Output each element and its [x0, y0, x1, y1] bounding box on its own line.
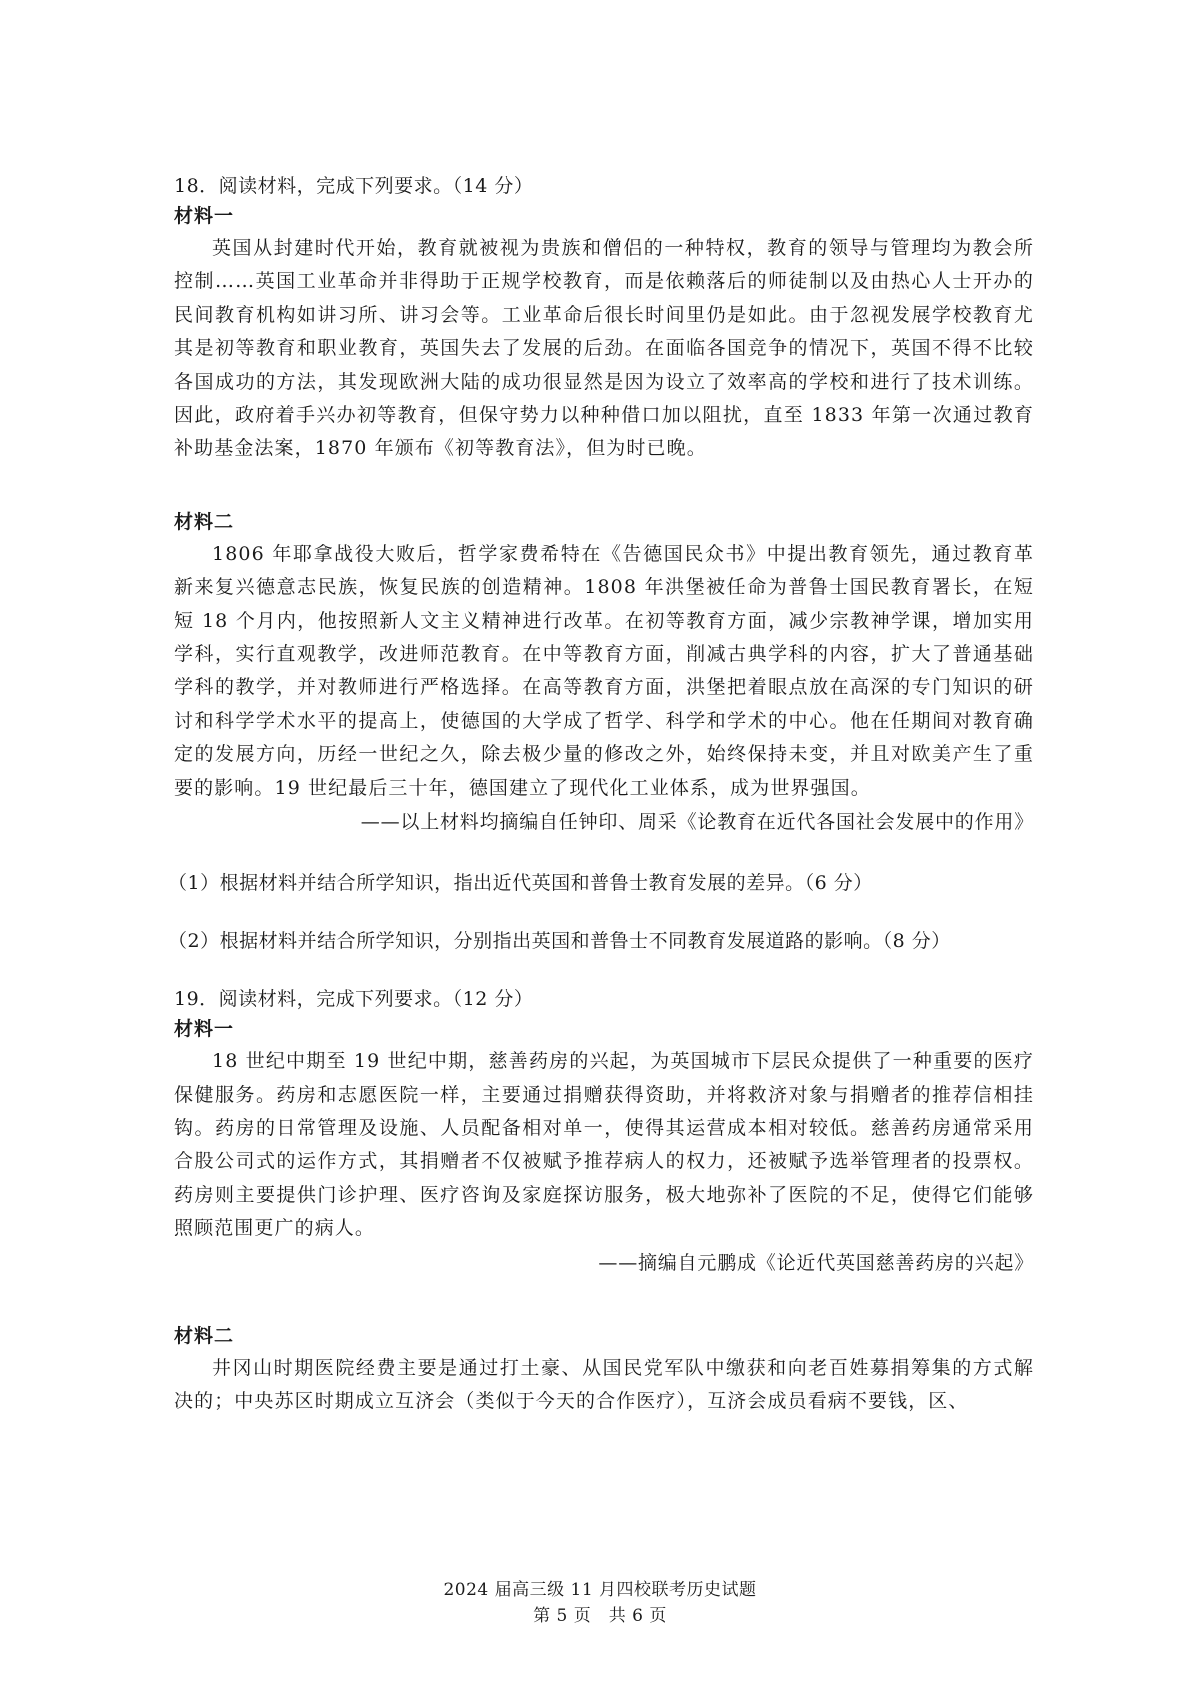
q19-material-2-text: 井冈山时期医院经费主要是通过打土豪、从国民党军队中缴获和向老百姓募捐筹集的方式解决的；中央苏区时期成立互济会（类似于今天的合作医疗），互济会成员看病不要钱，区、: [174, 1356, 1034, 1412]
footer-page-number: 第 5 页 共 6 页: [533, 1606, 667, 1626]
page-content: [168, 172, 1034, 1418]
q18-material-1-text: 英国从封建时代开始，教育就被视为贵族和僧侣的一种特权，教育的领导与管理均为教会所控制……英国工业革命并非得助于正规学校教育，而是依赖落后的师徒制以及由热心人士开办的民间教育机构如讲习所、讲习会等。工业革命后很长时间里仍是如此。由于忽视发展学校教育尤其是初等教育和职业教育，英国失去了发展的后劲。在面临各国竞争的情况下，英国不得不比较各国成功的方法，其发现欧洲大陆的成功很显然是因为设立了效率高的学校和进行了技术训练。因此，政府着手兴办初等教育，但保守势力以种种借口加以阻扰，直至 1833 年第一次通过教育补助基金法案，1870 年颁布《初等教育法》，但为时已晚。: [174, 237, 1034, 460]
q18-sub-question-1: （1）根据材料并结合所学知识，指出近代英国和普鲁士教育发展的差异。（6 分）: [168, 872, 873, 895]
q18-material-1-label: 材料一: [174, 205, 235, 227]
q18-material-2-text: 1806 年耶拿战役大败后，哲学家费希特在《告德国民众书》中提出教育领先，通过教育革新来复兴德意志民族，恢复民族的创造精神。1808 年洪堡被任命为普鲁士国民教育署长，在短短 18 个月内，他按照新人文主义精神进行改革。在初等教育方面，减少宗教神学课，增加实用学科，实行直观教学，改进师范教育。在中等教育方面，削减古典学科的内容，扩大了普通基础学科的教学，并对教师进行严格选择。在高等教育方面，洪堡把着眼点放在高深的专门知识的研讨和科学学术水平的提高上，使德国的大学成了哲学、科学和学术的中心。他在任期间对教育确定的发展方向，历经一世纪之久，除去极少量的修改之外，始终保持未变，并且对欧美产生了重要的影响。19 世纪最后三十年，德国建立了现代化工业体系，成为世界强国。: [174, 542, 1034, 799]
q19-material-1-label: 材料一: [174, 1018, 235, 1041]
q19-material-1-text: 18 世纪中期至 19 世纪中期，慈善药房的兴起，为英国城市下层民众提供了一种重要的医疗保健服务。药房和志愿医院一样，主要通过捐赠获得资助，并将救济对象与捐赠者的推荐信相挂钩。药房的日常管理及设施、人员配备相对单一，使得其运营成本相对较低。慈善药房通常采用合股公司式的运作方式，其捐赠者不仅被赋予推荐病人的权力，还被赋予选举管理者的投票权。药房则主要提供门诊护理、医疗咨询及家庭探访服务，极大地弥补了医院的不足，使得它们能够照顾范围更广的病人。: [174, 1050, 1034, 1240]
question-18: [168, 172, 1034, 955]
q18-sub-question-2: （2）根据材料并结合所学知识，分别指出英国和普鲁士不同教育发展道路的影响。（8 分）: [168, 930, 951, 953]
q18-material-source: ——以上材料均摘编自任钟印、周采《论教育在近代各国社会发展中的作用》: [360, 811, 1034, 834]
footer-exam-title: 2024 届高三级 11 月四校联考历史试题: [443, 1580, 757, 1600]
q18-material-2-label: 材料二: [174, 510, 235, 533]
q19-material-source: ——摘编自元鹏成《论近代英国慈善药房的兴起》: [598, 1251, 1034, 1274]
question-19-title: 19．阅读材料，完成下列要求。（12 分）: [174, 988, 534, 1011]
question-19: [174, 985, 1034, 1418]
question-18-title: 18．阅读材料，完成下列要求。（14 分）: [174, 175, 534, 197]
q19-material-2-label: 材料二: [174, 1324, 235, 1347]
